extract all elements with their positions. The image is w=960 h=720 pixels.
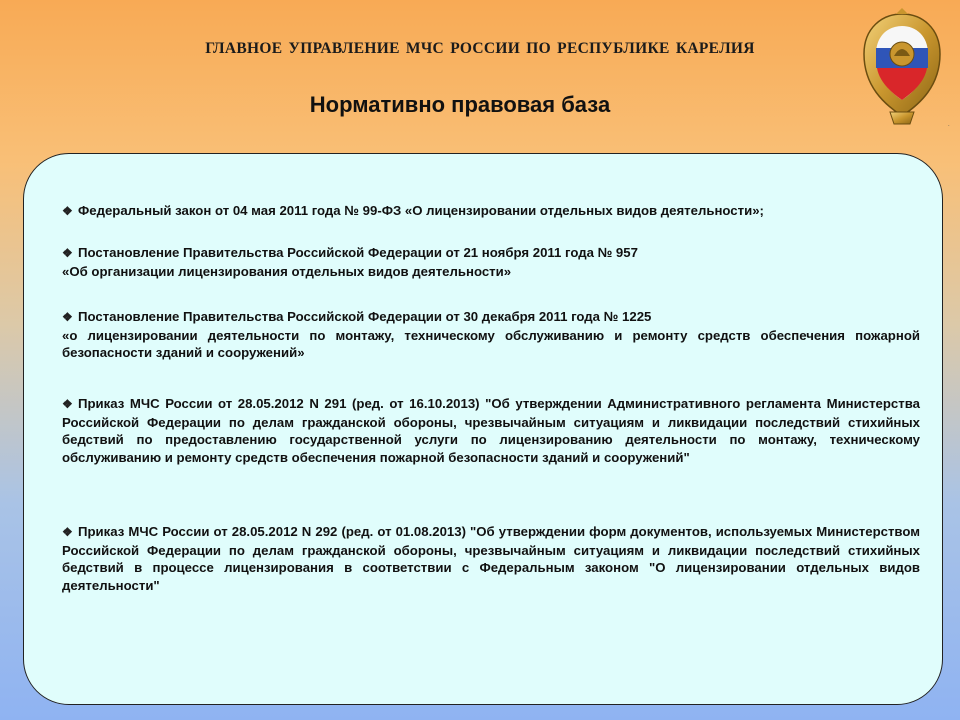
item-heading: Постановление Правительства Российской Федерации от 21 ноября 2011 года № 957 <box>78 245 638 260</box>
item-detail: «о лицензировании деятельности по монтажу, техническому обслуживанию и ремонту средств обеспечения пожарной безопасности зданий и сооружений» <box>62 327 920 360</box>
bullet-icon: ❖ <box>62 204 73 218</box>
bullet-icon: ❖ <box>62 397 73 411</box>
emblem-caption: . <box>948 122 950 128</box>
item-heading: Федеральный закон от 04 мая 2011 года № 99-ФЗ «О лицензировании отдельных видов деятельности»; <box>78 203 764 218</box>
bullet-icon: ❖ <box>62 525 73 539</box>
item-heading: Приказ МЧС России от 28.05.2012 N 291 (ред. от 16.10.2013) "Об утверждении Административного регламента Министерства Российской Федерации по делам гражданской обороны, чрезвычайным ситуациям и ликвидации последствий стихийных бедствий по предоставлению государственной услуги по лицензированию деятельности по монтажу, техническому обслуживанию и ремонту средств обеспечения пожарной безопасности зданий и сооружений" <box>62 396 920 465</box>
item-heading: Постановление Правительства Российской Федерации от 30 декабря 2011 года № 1225 <box>78 309 652 324</box>
organization-title: ГЛАВНОЕ УПРАВЛЕНИЕ МЧС РОССИИ ПО РЕСПУБЛИКЕ КАРЕЛИЯ <box>205 40 755 57</box>
list-item <box>62 244 920 280</box>
bullet-icon: ❖ <box>62 246 73 260</box>
item-heading: Приказ МЧС России от 28.05.2012 N 292 (ред. от 01.08.2013) "Об утверждении форм документов, используемых Министерством Российской Федерации по делам гражданской обороны, чрезвычайным ситуациям и ликвидации последствий стихийных бедствий в процессе лицензирования в соответствии с Федеральным законом "О лицензировании отдельных видов деятельности" <box>62 524 920 593</box>
page-title: Нормативно правовая база <box>309 92 611 117</box>
list-item <box>62 523 920 594</box>
list-item <box>62 308 920 362</box>
item-detail: «Об организации лицензирования отдельных видов деятельности» <box>62 263 512 279</box>
list-item <box>62 202 920 221</box>
emblem-icon <box>860 8 944 130</box>
bullet-icon: ❖ <box>62 310 73 324</box>
list-item <box>62 395 920 466</box>
